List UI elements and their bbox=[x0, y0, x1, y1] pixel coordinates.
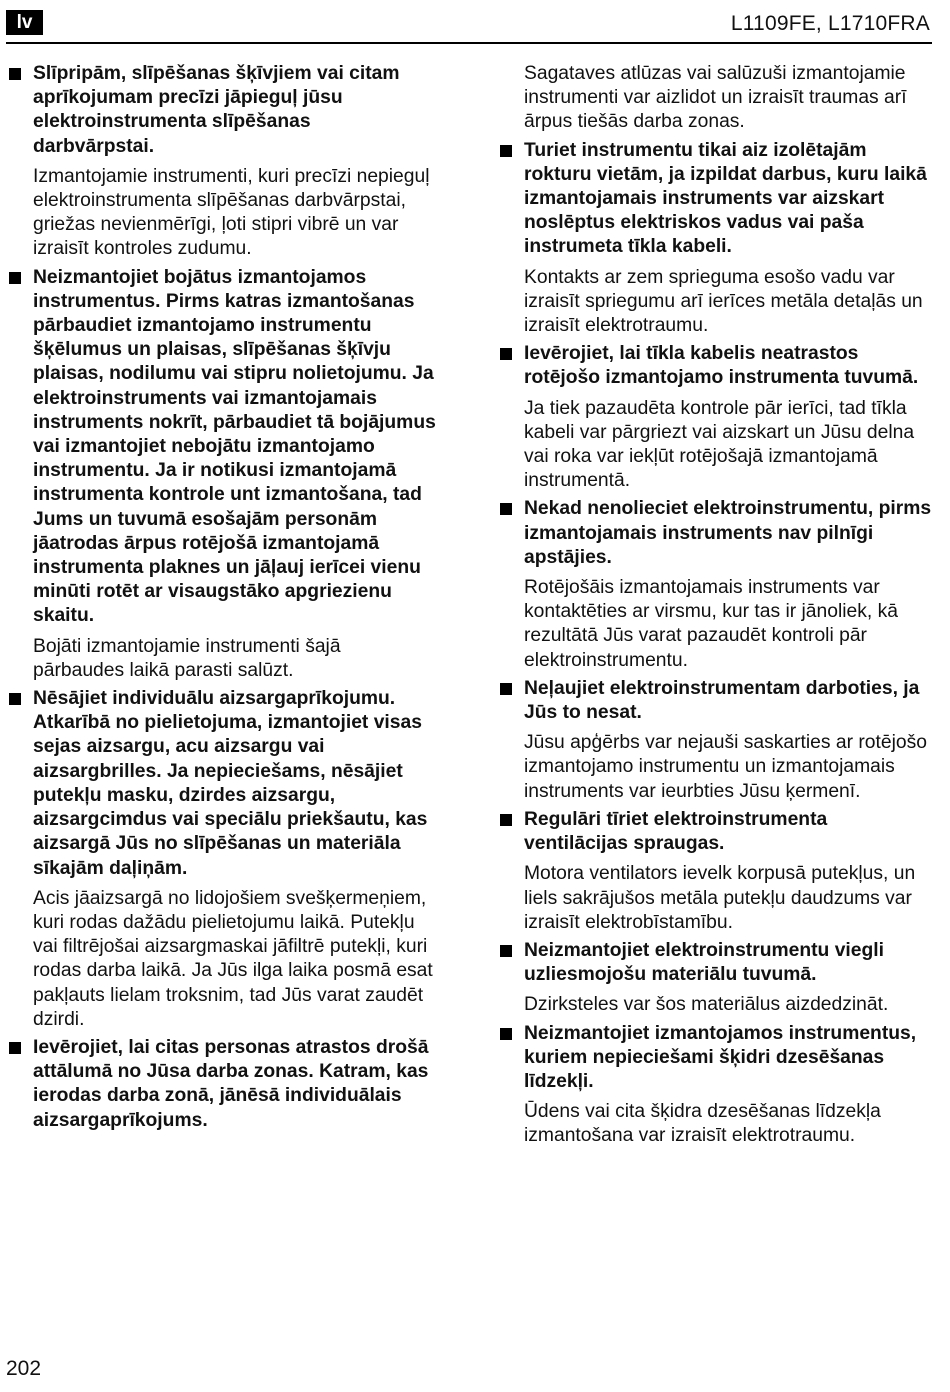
safety-item bbox=[497, 677, 934, 804]
safety-item bbox=[497, 342, 934, 493]
safety-body: Ja tiek pazaudēta kontrole pār ierīci, tad tīkla kabeli var pārgriezt vai aizskart un Jūsu delna vai roka var iekļūt rotējošajā izmantojamā instrumentā. bbox=[524, 397, 915, 492]
header-rule bbox=[6, 42, 932, 44]
safety-item bbox=[6, 266, 436, 683]
safety-body: Jūsu apģērbs var nejauši saskarties ar rotējošo izmantojamo instrumentu un izmantojamais instruments var ieurbties Jūsu ķermenī. bbox=[524, 732, 927, 802]
safety-body: Acis jāaizsargā no lidojošiem svešķermeņiem, kuri rodas dažādu pielietojumu laikā. Putekļu vai filtrējošai aizsargmaskai jāfiltrē putekļi, kuri rodas darba laikā. Ja Jūs ilga laika posmā esat pakļauts lielam troksnim, tad Jūs varat zaudēt dzirdi. bbox=[33, 887, 433, 1030]
safety-heading: Nekad nenolieciet elektroinstrumentu, pirms izmantojamais instruments nav pilnīgi apstājies. bbox=[524, 498, 932, 568]
language-tab: lv bbox=[6, 10, 43, 35]
left-column bbox=[6, 62, 436, 1137]
square-bullet-icon bbox=[500, 1028, 512, 1040]
safety-body: Sagataves atlūzas vai salūzuši izmantojamie instrumenti var aizlidot un izraisīt traumas arī ārpus tiešās darba zonas. bbox=[524, 63, 907, 133]
safety-heading: Ievērojiet, lai tīkla kabelis neatrastos rotējošo izmantojamo instrumenta tuvumā. bbox=[524, 343, 919, 389]
safety-item-continuation bbox=[497, 62, 934, 135]
safety-item bbox=[497, 139, 934, 339]
square-bullet-icon bbox=[9, 68, 21, 80]
square-bullet-icon bbox=[500, 145, 512, 157]
safety-item bbox=[6, 687, 436, 1032]
safety-body: Motora ventilators ievelk korpusā putekļus, un liels sakrājušos metāla putekļu daudzums var izraisīt elektrobīstamību. bbox=[524, 863, 916, 933]
safety-body: Dzirksteles var šos materiālus aizdedzināt. bbox=[524, 994, 889, 1016]
safety-heading: Slīpripām, slīpēšanas šķīvjiem vai citam aprīkojumam precīzi jāpieguļ jūsu elektroinstrumenta slīpēšanas darbvārpstai. bbox=[33, 63, 400, 157]
safety-item bbox=[497, 808, 934, 935]
square-bullet-icon bbox=[500, 945, 512, 957]
safety-item bbox=[497, 1022, 934, 1149]
safety-item bbox=[497, 497, 934, 672]
safety-heading: Turiet instrumentu tikai aiz izolētajām rokturu vietām, ja izpildat darbus, kuru laikā izmantojamais instruments var aizskart noslēptus elektriskos vadus vai paša instrumeta tīkla kabeli. bbox=[524, 139, 927, 258]
page-number: 202 bbox=[6, 1357, 42, 1380]
safety-item bbox=[6, 1036, 436, 1133]
square-bullet-icon bbox=[9, 1042, 21, 1054]
safety-body: Izmantojamie instrumenti, kuri precīzi nepieguļ elektroinstrumenta slīpēšanas darbvārpstai, griežas nevienmērīgi, ļoti stipri vibrē un var izraisīt kontroles zudumu. bbox=[33, 165, 430, 260]
square-bullet-icon bbox=[9, 272, 21, 284]
model-number: L1109FE, L1710FRA bbox=[730, 12, 930, 35]
safety-heading: Neļaujiet elektroinstrumentam darboties, ja Jūs to nesat. bbox=[524, 677, 920, 724]
safety-heading: Neizmantojiet bojātus izmantojamos instrumentus. Pirms katras izmantošanas pārbaudiet izmantojamo instrumentu šķēlumus un plaisas, slīpēšanas šķīvju plaisas, nodilumu vai stipru nolietojumu. Ja elektroinstruments vai izmantojamais instruments nokrīt, pārbaudiet tā bojājumus vai izmantojiet nebojātu izmantojamo instrumentu. Ja ir notikusi izmantojamā instrumenta kontrole unt izmantošana, tad Jums un tuvumā esošajām personām jāatrodas ārpus rotējošā izmantojamā instrumenta plaknes un jāļauj ierīcei vienu minūti rotēt ar visaugstāko apgriezienu skaitu. bbox=[33, 266, 436, 627]
square-bullet-icon bbox=[500, 683, 512, 695]
safety-body: Ūdens vai cita šķidra dzesēšanas līdzekļa izmantošana var izraisīt elektrotraumu. bbox=[524, 1101, 881, 1147]
safety-body: Bojāti izmantojamie instrumenti šajā pārbaudes laikā parasti salūzt. bbox=[33, 635, 341, 681]
safety-heading: Nēsājiet individuālu aizsargaprīkojumu. Atkarībā no pielietojuma, izmantojiet visas sejas aizsargu, acu aizsargu vai aizsargbrilles. Ja nepieciešams, nēsājiet putekļu masku, dzirdes aizsargu, aizsargcimdus vai speciālu priekšautu, kas aizsargā Jūs no slīpēšanas un materiāla sīkajām daļiņām. bbox=[33, 688, 428, 879]
safety-heading: Ievērojiet, lai citas personas atrastos drošā attālumā no Jūsa darba zonas. Katram, kas ierodas darba zonā, jānēsā individuālais aizsargaprīkojums. bbox=[33, 1036, 429, 1131]
safety-heading: Neizmantojiet izmantojamos instrumentus, kuriem nepieciešami šķidri dzesēšanas līdzekļi. bbox=[524, 1022, 917, 1092]
safety-body: Kontakts ar zem sprieguma esošo vadu var izraisīt spriegumu arī ierīces metāla detaļās un izraisīt elektrotraumu. bbox=[524, 266, 923, 337]
safety-item bbox=[6, 62, 436, 262]
safety-heading: Neizmantojiet elektroinstrumentu viegli uzliesmojošu materiālu tuvumā. bbox=[524, 939, 884, 986]
right-column bbox=[497, 62, 934, 1153]
safety-heading: Regulāri tīriet elektroinstrumenta ventilācijas spraugas. bbox=[524, 808, 828, 855]
safety-body: Rotējošāis izmantojamais instruments var kontaktēties ar virsmu, kur tas ir jānoliek, kā rezultātā Jūs varat pazaudēt kontroli pār elektroinstrumentu. bbox=[524, 577, 898, 671]
square-bullet-icon bbox=[500, 348, 512, 360]
square-bullet-icon bbox=[500, 814, 512, 826]
safety-item bbox=[497, 939, 934, 1018]
square-bullet-icon bbox=[500, 503, 512, 515]
square-bullet-icon bbox=[9, 693, 21, 705]
